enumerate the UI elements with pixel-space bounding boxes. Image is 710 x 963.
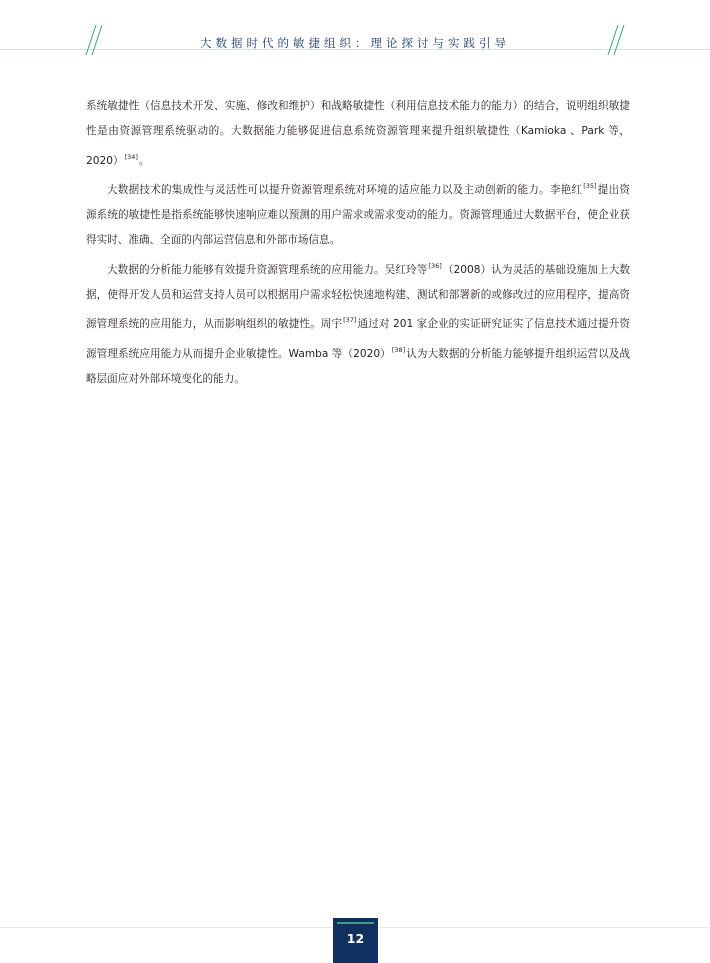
paragraph-text: 通过对 201 家企业的实证研究证实了信息技术通过提升资源管理系统应用能力从而提升企业敏捷性。Wamba 等（2020） bbox=[86, 318, 630, 360]
paragraph-2 bbox=[86, 174, 630, 254]
citation-marker: [36] bbox=[428, 261, 442, 270]
paragraph-1 bbox=[86, 94, 630, 174]
paragraph-text: 系统敏捷性（信息技术开发、实施、修改和维护）和战略敏捷性（利用信息技术能力的能力）的结合，说明组织敏捷性是由资源管理系统驱动的。大数据能力能够促进信息系统资源管理来提升组织敏捷性（Kamioka 、Park 等，2020） bbox=[86, 100, 630, 167]
citation-marker: [37] bbox=[343, 316, 357, 325]
paragraph-text: 。 bbox=[138, 154, 150, 167]
paragraph-3 bbox=[86, 254, 630, 392]
body-text bbox=[86, 94, 630, 392]
paragraph-text: 认为大数据的分析能力能够提升组织运营以及战略层面应对外部环境变化的能力。 bbox=[86, 347, 630, 385]
paragraph-text: （2008）认为灵活的基础设施加上大数据，使得开发人员和运营支持人员可以根据用户需求轻松快速地构建、测试和部署新的或修改过的应用程序，提高资源管理系统的应用能力，从而影响组织的敏捷性。周宇 bbox=[86, 263, 630, 331]
page-number-box bbox=[333, 918, 378, 963]
paragraph-text: 大数据技术的集成性与灵活性可以提升资源管理系统对环境的适应能力以及主动创新的能力。李艳红 bbox=[107, 183, 583, 196]
citation-marker: [38] bbox=[391, 345, 406, 354]
paragraph-text: 大数据的分析能力能够有效提升资源管理系统的应用能力。吴红玲等 bbox=[107, 263, 428, 276]
page-number: 12 bbox=[346, 931, 365, 946]
citation-marker: [34] bbox=[124, 152, 138, 161]
page-box-accent-line bbox=[337, 922, 374, 924]
citation-marker: [35] bbox=[583, 181, 597, 190]
running-title: 大数据时代的敏捷组织：理论探讨与实践引导 bbox=[200, 36, 510, 50]
paragraph-text: 提出资源系统的敏捷性是指系统能够快速响应难以预测的用户需求或需求变动的能力。资源管理通过大数据平台，使企业获得实时、准确、全面的内部运营信息和外部市场信息。 bbox=[86, 183, 630, 247]
